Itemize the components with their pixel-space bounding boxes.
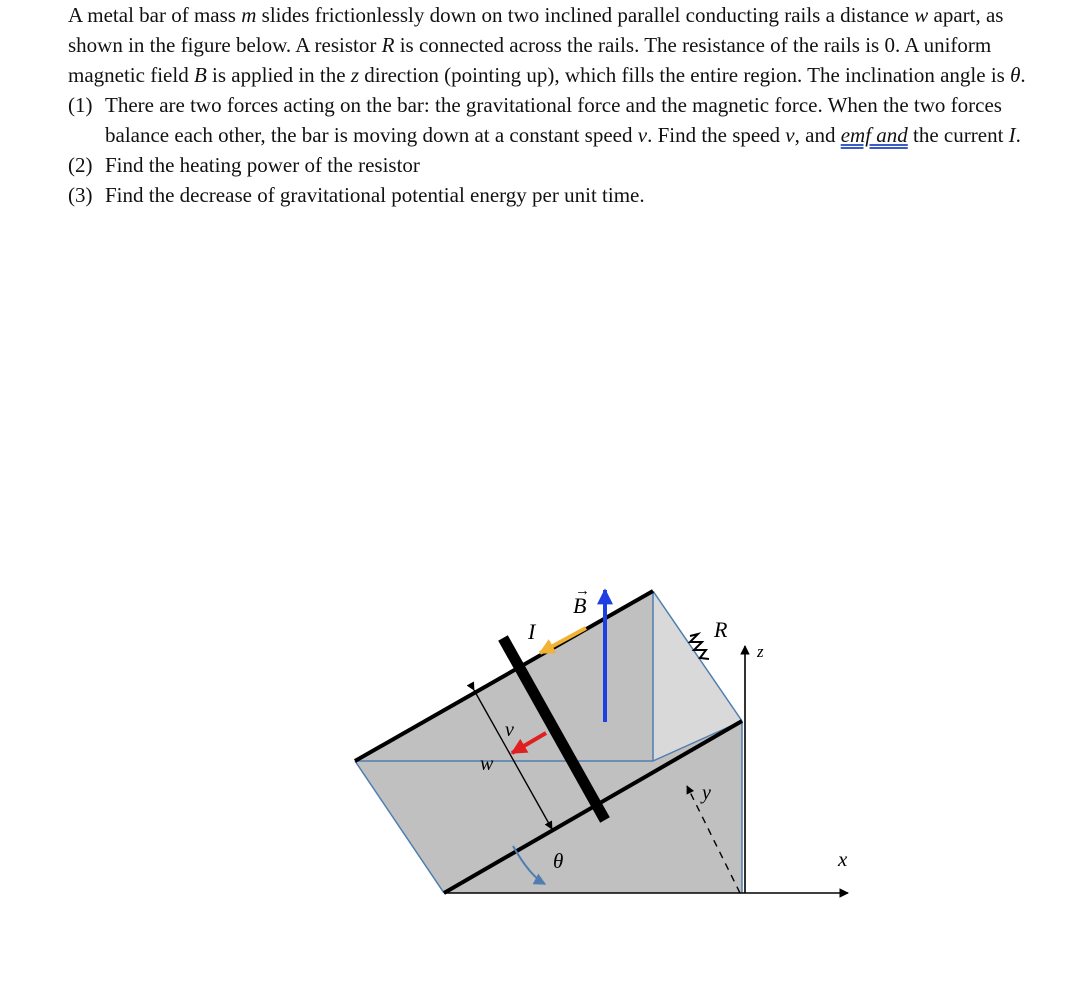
var-B: B (193, 63, 207, 87)
var-R: R (381, 33, 395, 57)
question-number: (2) (68, 153, 93, 177)
label-I: I (528, 619, 536, 644)
question-2: (2) Find the heating power of the resistor (68, 150, 1028, 180)
label-w: w (480, 753, 494, 775)
question-number: (1) (68, 93, 93, 117)
label-v: v (505, 719, 514, 741)
var-m: m (241, 3, 257, 27)
label-z: z (757, 642, 764, 661)
question-1: (1) There are two forces acting on the bar: the gravitational force and the magnetic force. When the two forces balance each other, the bar is moving down at a constant speed v. Find the speed v, and emf and the current I. (68, 90, 1028, 150)
label-R: R (714, 617, 728, 642)
problem-intro: A metal bar of mass m slides frictionlessly down on two inclined parallel conducting rails a distance w apart, as shown in the figure below. A resistor R is connected across the rails. The resistance of the rails is 0. A uniform magnetic field B is applied in the z direction (pointing up), which fills the entire region. The inclination angle is θ. (68, 3, 1026, 87)
label-B-vector-arrow: → (575, 583, 590, 599)
var-w: w (914, 3, 929, 27)
label-theta: θ (553, 849, 564, 873)
label-B: B (573, 593, 587, 618)
var-z: z (350, 63, 360, 87)
question-3: (3) Find the decrease of gravitational potential energy per unit time. (68, 180, 1028, 210)
label-x: x (838, 847, 848, 871)
question-number: (3) (68, 183, 93, 207)
label-y: y (702, 782, 711, 804)
emf-term: emf and (840, 123, 908, 147)
var-theta: θ (1010, 63, 1021, 87)
